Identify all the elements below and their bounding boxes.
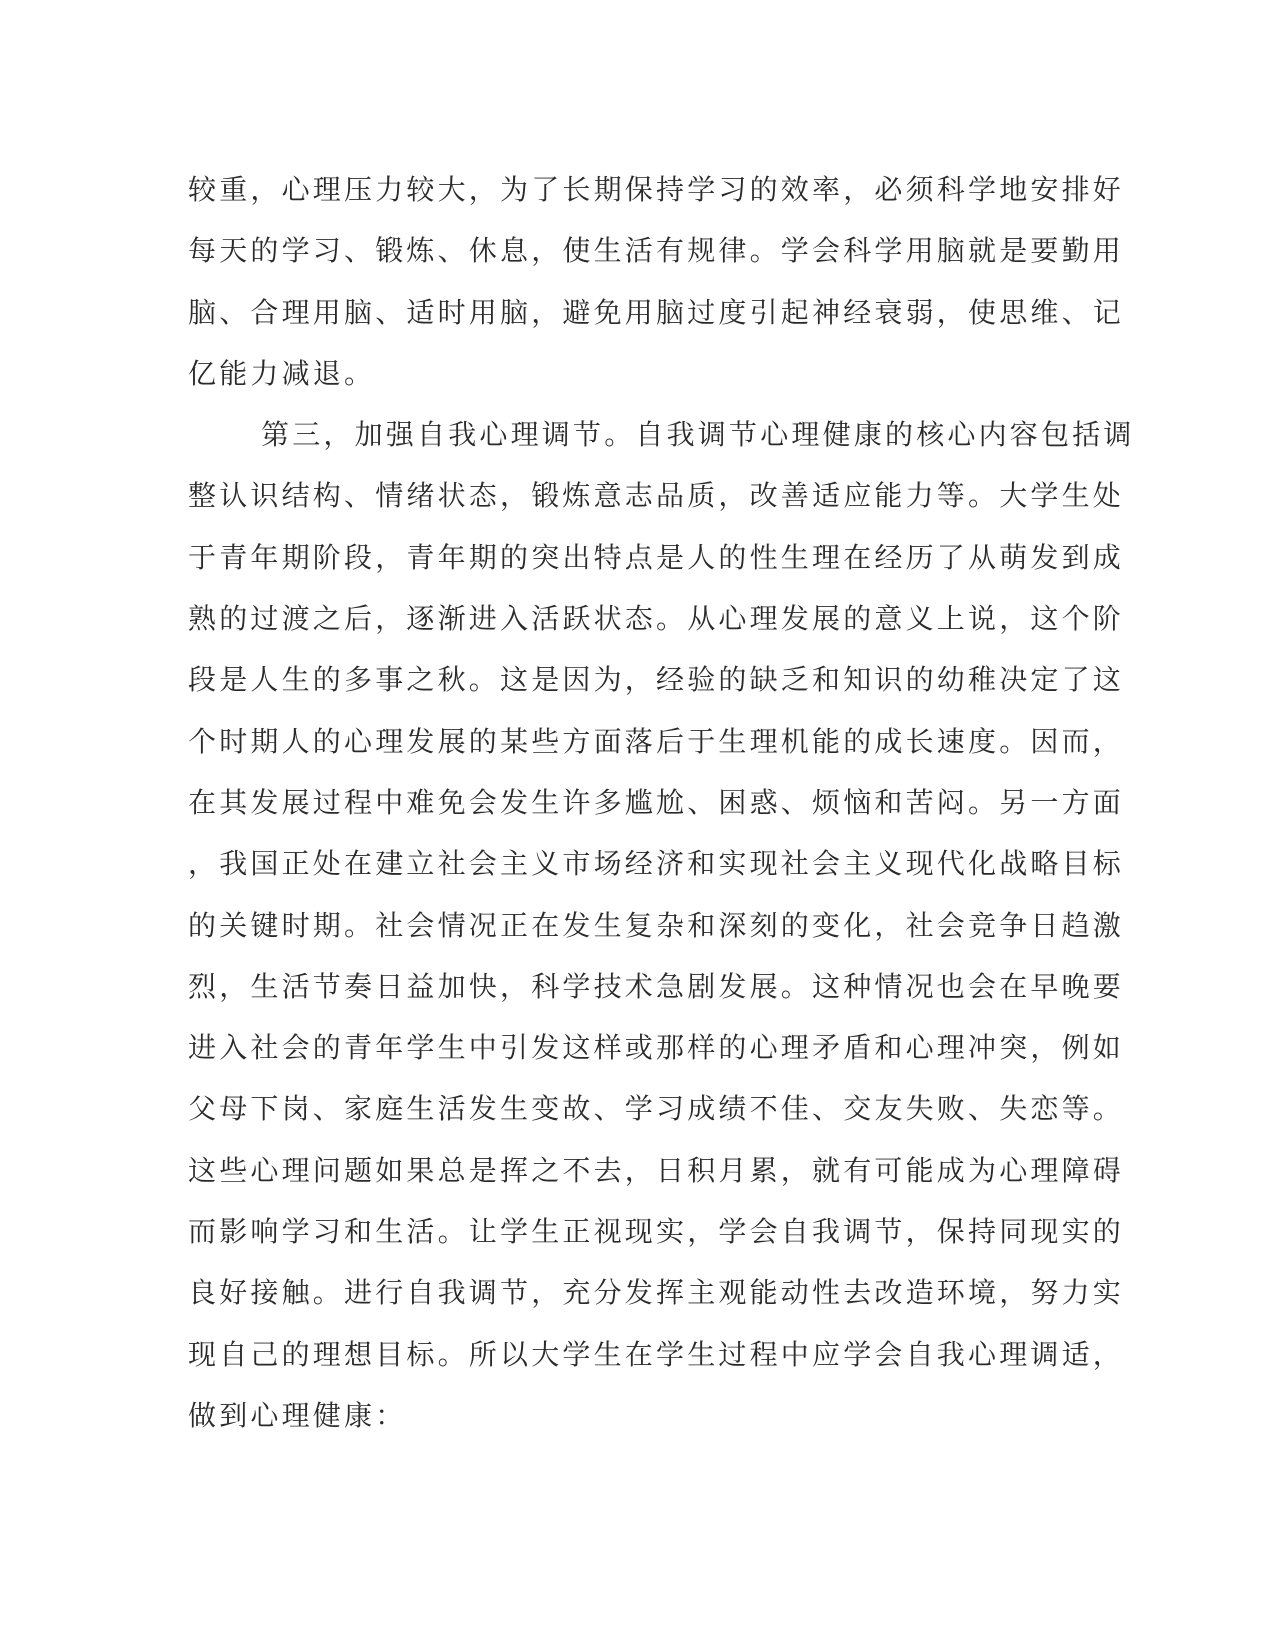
text-line: 做到心理健康： <box>188 1398 407 1432</box>
text-line: 这些心理问题如果总是挥之不去，日积月累，就有可能成为心理障碍 <box>188 1153 1125 1187</box>
text-line: 于青年期阶段，青年期的突出特点是人的性生理在经历了从萌发到成 <box>188 540 1125 574</box>
text-line: ，我国正处在建立社会主义市场经济和实现社会主义现代化战略目标 <box>188 847 1125 881</box>
text-line: 而影响学习和生活。让学生正视现实，学会自我调节，保持同现实的 <box>188 1215 1125 1249</box>
text-line: 段是人生的多事之秋。这是因为，经验的缺乏和知识的幼稚决定了这 <box>188 663 1125 697</box>
text-line: 父母下岗、家庭生活发生变故、学习成绩不佳、交友失败、失恋等。 <box>188 1092 1125 1126</box>
text-line: 进入社会的青年学生中引发这样或那样的心理矛盾和心理冲突，例如 <box>188 1031 1125 1065</box>
text-line: 良好接触。进行自我调节，充分发挥主观能动性去改造环境，努力实 <box>188 1276 1125 1310</box>
text-line: 整认识结构、情绪状态，锻炼意志品质，改善适应能力等。大学生处 <box>188 479 1125 513</box>
text-line: 烈，生活节奏日益加快，科学技术急剧发展。这种情况也会在早晚要 <box>188 969 1125 1003</box>
text-line: 较重，心理压力较大，为了长期保持学习的效率，必须科学地安排好 <box>188 173 1125 206</box>
text-line: 的关键时期。社会情况正在发生复杂和深刻的变化，社会竞争日趋激 <box>188 908 1125 942</box>
text-line: 在其发展过程中难免会发生许多尴尬、困惑、烦恼和苦闷。另一方面 <box>188 785 1125 819</box>
body-text <box>188 159 1135 1446</box>
text-line: 个时期人的心理发展的某些方面落后于生理机能的成长速度。因而， <box>188 724 1125 758</box>
paragraph-first-line: 第三，加强自我心理调节。自我调节心理健康的核心内容包括调 <box>261 418 1135 452</box>
text-line: 熟的过渡之后，逐渐进入活跃状态。从心理发展的意义上说，这个阶 <box>188 602 1125 636</box>
text-line: 亿能力减退。 <box>188 356 376 390</box>
text-line: 现自己的理想目标。所以大学生在学生过程中应学会自我心理调适， <box>188 1337 1125 1371</box>
text-line: 每天的学习、锻炼、休息，使生活有规律。学会科学用脑就是要勤用 <box>188 234 1125 268</box>
text-line: 脑、合理用脑、适时用脑，避免用脑过度引起神经衰弱，使思维、记 <box>188 295 1125 329</box>
